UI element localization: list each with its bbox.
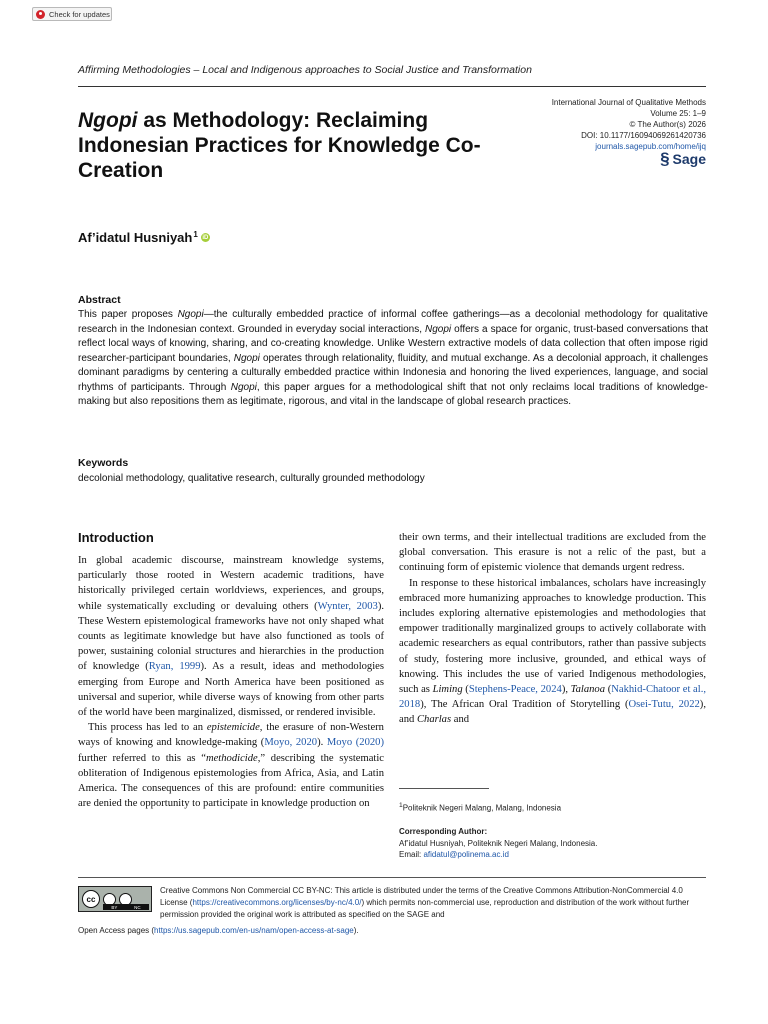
affiliation-note [399, 800, 706, 814]
sage-wordmark: Sage [672, 150, 706, 167]
cc-by-label: BY [111, 904, 118, 910]
citation-link[interactable]: Osei-Tutu, 2022 [628, 699, 700, 711]
text-run: and [451, 714, 470, 726]
text-run: This process has led to an [88, 722, 207, 734]
footnotes [399, 800, 706, 861]
abstract-part: —the culturally embedded practice of informal coffee gatherings—as a decolonial methodology for qualitative research in the Indonesian context. Grounded in everyday social interactions, [78, 309, 708, 335]
abstract-em: Ngopi [425, 323, 452, 335]
text-run: ). As a result, ideas and methodologies emerging from Europe and North America have been positioned as universal and superior, while diverse ways of knowing from other parts of the world have been marginalized, dismissed, or rendered invisible. [78, 661, 384, 719]
license-part: Creative Commons Non Commercial CC BY-NC: This article is distributed under the terms of the Creative Commons Attribution-NonCommercial 4.0 License ( [160, 886, 683, 907]
text-run: ), The African Oral Tradition of Storytelling ( [420, 699, 629, 711]
check-for-updates-button[interactable] [32, 7, 112, 21]
abstract-em: Ngopi [177, 309, 204, 320]
cc-badge-strip [103, 904, 149, 910]
text-run: In response to these historical imbalances, scholars have increasingly embraced more humanizing approaches to knowledge production. This includes exploring alternative epistemologies and methodologies that empower traditionally marginalized groups to actively collaborate with academic researchers as equal contributors, rather than passive subjects of study, fostering more inclusive, grounded, and ethical ways of knowing. This includes the use of varied Indigenous methodologies, such as [399, 577, 706, 696]
abstract-part: This paper proposes [78, 309, 178, 320]
text-run: ( [462, 684, 469, 696]
intro-paragraph-2 [78, 720, 384, 811]
sage-s-icon: § [660, 149, 670, 168]
text-run: ( [605, 684, 612, 696]
email-line [399, 849, 706, 861]
text-run: further referred to this as “ [78, 752, 206, 764]
article-title [78, 108, 498, 183]
text-run: ), and [399, 699, 706, 726]
text-run: ). [317, 737, 327, 749]
text-run: the erasure of non-Western ways of knowing and knowledge-making ( [78, 722, 384, 749]
license-text-cont [78, 925, 706, 937]
journal-copyright: © The Author(s) 2026 [629, 120, 706, 129]
open-access-link[interactable]: https://us.sagepub.com/en-us/nam/open-access-at-sage [154, 926, 354, 935]
abstract-em: Ngopi [230, 381, 257, 393]
text-em: Liming [432, 684, 463, 696]
citation-link[interactable]: Moyo, 2020 [264, 737, 318, 749]
title-rest: as Methodology: Reclaiming Indonesian Practices for Knowledge Co-Creation [78, 109, 481, 182]
author-affiliation-marker: 1 [193, 230, 198, 239]
title-italic: Ngopi [78, 109, 138, 132]
email-label: Email: [399, 850, 424, 860]
journal-name: International Journal of Qualitative Methods [551, 98, 706, 107]
text-em: Talanoa [570, 684, 606, 696]
license-part: Open Access pages ( [78, 926, 155, 935]
text-run: ,” describing the systematic obliteration of Indigenous epistemologies from Africa, Asia, and Latin America. The consequences of this are profound: entire communities are denied the opportunity to participate in knowledge production on [78, 752, 384, 810]
abstract-part: offers a space for organic, trust-based conversations that reflect local ways of knowing, sharing, and co-creating knowledge. Unlike Western extractive models of data collection that often impose rigid researcher-participant boundaries, [78, 323, 708, 364]
license-part: ) which permits non-commercial use, reproduction and distribution of the work without further permission provided the original work is attributed as specified on the SAGE and [160, 898, 690, 919]
journal-meta [466, 97, 706, 152]
journal-url-link[interactable]: journals.sagepub.com/home/ijq [595, 142, 706, 151]
journal-volume: Volume 25: 1–9 [650, 109, 706, 118]
citation-link[interactable]: Wynter, 2003 [317, 600, 378, 612]
keywords-text: decolonial methodology, qualitative research, culturally grounded methodology [78, 473, 425, 484]
citation-link[interactable]: Nakhid-Chatoor et al., 2018 [399, 684, 707, 711]
abstract-em: Ngopi [233, 352, 260, 364]
update-icon [36, 10, 45, 19]
header-rule [78, 86, 706, 87]
cc-nc-label: NC [134, 904, 141, 910]
license-part: ). [353, 926, 359, 935]
intro-paragraph-2-cont: their own terms, and their intellectual traditions are excluded from the global conversation. This erasure is not a relic of the past, but a continuing form of epistemic violence that demands urgent redress. [399, 532, 706, 574]
citation-link[interactable]: Stephens-Peace, 2024 [468, 684, 562, 696]
email-link[interactable]: afidatul@polinema.ac.id [423, 850, 509, 860]
text-em: methodicide [205, 752, 258, 764]
journal-doi: DOI: 10.1177/16094069261420736 [581, 131, 706, 140]
abstract-text [78, 308, 708, 410]
orcid-icon[interactable]: iD [202, 234, 209, 241]
citation-link[interactable]: Ryan, 1999 [148, 661, 201, 673]
footnote-rule [399, 788, 489, 789]
corresponding-author-text: Af’idatul Husniyah, Politeknik Negeri Malang, Indonesia. [399, 838, 598, 848]
license-link[interactable]: https://creativecommons.org/licenses/by-nc/4.0/ [192, 898, 362, 907]
affiliation-marker: 1 [399, 802, 403, 809]
license-text [160, 885, 706, 921]
left-column [78, 553, 384, 811]
right-column [399, 530, 706, 728]
text-em: epistemicide, [206, 722, 263, 734]
author-name: Af’idatul Husniyah [78, 230, 193, 245]
sage-logo [660, 150, 706, 167]
abstract-heading: Abstract [78, 294, 121, 306]
cc-by-nc-badge[interactable] [78, 886, 152, 912]
affiliation-text: Politeknik Negeri Malang, Malang, Indonesia [402, 803, 562, 813]
text-run: ), [561, 684, 571, 696]
check-for-updates-label: Check for updates [49, 9, 110, 19]
citation-link[interactable]: Moyo (2020) [326, 737, 385, 749]
introduction-heading: Introduction [78, 530, 154, 545]
text-run: In global academic discourse, mainstream knowledge systems, particularly those rooted in Western academic traditions, have historically privileged certain worldviews, experiences, and groups, while systematically excluding or devaluing others ( [78, 555, 384, 612]
abstract-part: , this paper argues for a methodological shift that not only reclaims local traditions of knowledge-making but also repositions them as legitimate, rigorous, and vital in the landscape of global research practices. [78, 381, 708, 407]
text-run: ). These Western epistemological frameworks have not only shaped what counts as legitimate knowledge but have also functioned as tools of power, sustaining colonial structures and hierarchies in the production of knowledge ( [78, 600, 384, 673]
text-em: Charlas [416, 714, 452, 726]
corresponding-author-label: Corresponding Author: [399, 827, 488, 837]
license-rule [78, 877, 706, 878]
intro-paragraph-3 [399, 576, 706, 728]
keywords-heading: Keywords [78, 457, 129, 469]
series-title: Affirming Methodologies – Local and Indigenous approaches to Social Justice and Transformation [78, 64, 532, 76]
intro-paragraph-1 [78, 553, 384, 720]
abstract-part: operates through relationality, fluidity, and mutual exchange. As a decolonial approach, it challenges dominant paradigms by centering a culturally embedded practice within Indonesia and honoring the lived experiences, language, and social rhythms of participants. Through [78, 352, 708, 393]
cc-icon: cc [82, 890, 100, 908]
author-line [78, 230, 210, 245]
